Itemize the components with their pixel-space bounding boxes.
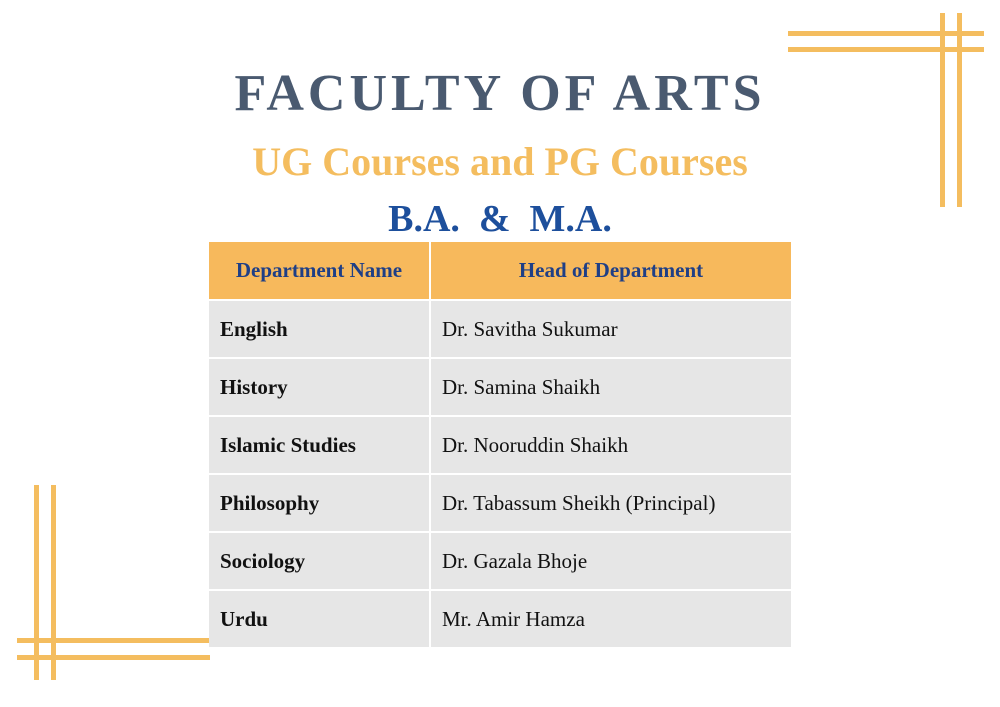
corner-frame-bottom-left-hline-2 — [17, 655, 210, 660]
department-name-cell: Philosophy — [209, 474, 430, 532]
corner-frame-bottom-left-vline-1 — [34, 485, 39, 680]
department-name-cell: Urdu — [209, 590, 430, 647]
table-row — [209, 532, 791, 590]
table-row — [209, 416, 791, 474]
head-of-department-cell: Mr. Amir Hamza — [430, 590, 791, 647]
column-header-head: Head of Department — [430, 242, 791, 300]
department-name-cell: Sociology — [209, 532, 430, 590]
head-of-department-cell: Dr. Samina Shaikh — [430, 358, 791, 416]
head-of-department-cell: Dr. Savitha Sukumar — [430, 300, 791, 358]
department-name-cell: Islamic Studies — [209, 416, 430, 474]
head-of-department-cell: Dr. Nooruddin Shaikh — [430, 416, 791, 474]
page-title: FACULTY OF ARTS — [234, 65, 766, 122]
table-row — [209, 474, 791, 532]
corner-frame-top-right-hline-1 — [788, 31, 984, 36]
corner-frame-bottom-left-hline-1 — [17, 638, 210, 643]
department-name-cell: English — [209, 300, 430, 358]
head-of-department-cell: Dr. Gazala Bhoje — [430, 532, 791, 590]
column-header-department: Department Name — [209, 242, 430, 300]
table-row — [209, 358, 791, 416]
corner-frame-top-right-hline-2 — [788, 47, 984, 52]
page-subtitle: UG Courses and PG Courses — [252, 139, 748, 184]
corner-frame-bottom-left-vline-2 — [51, 485, 56, 680]
table-row — [209, 590, 791, 647]
department-table — [209, 242, 791, 647]
degrees-heading: B.A. & M.A. — [388, 198, 612, 240]
department-name-cell: History — [209, 358, 430, 416]
table-row — [209, 300, 791, 358]
table-header-row — [209, 242, 791, 300]
head-of-department-cell: Dr. Tabassum Sheikh (Principal) — [430, 474, 791, 532]
